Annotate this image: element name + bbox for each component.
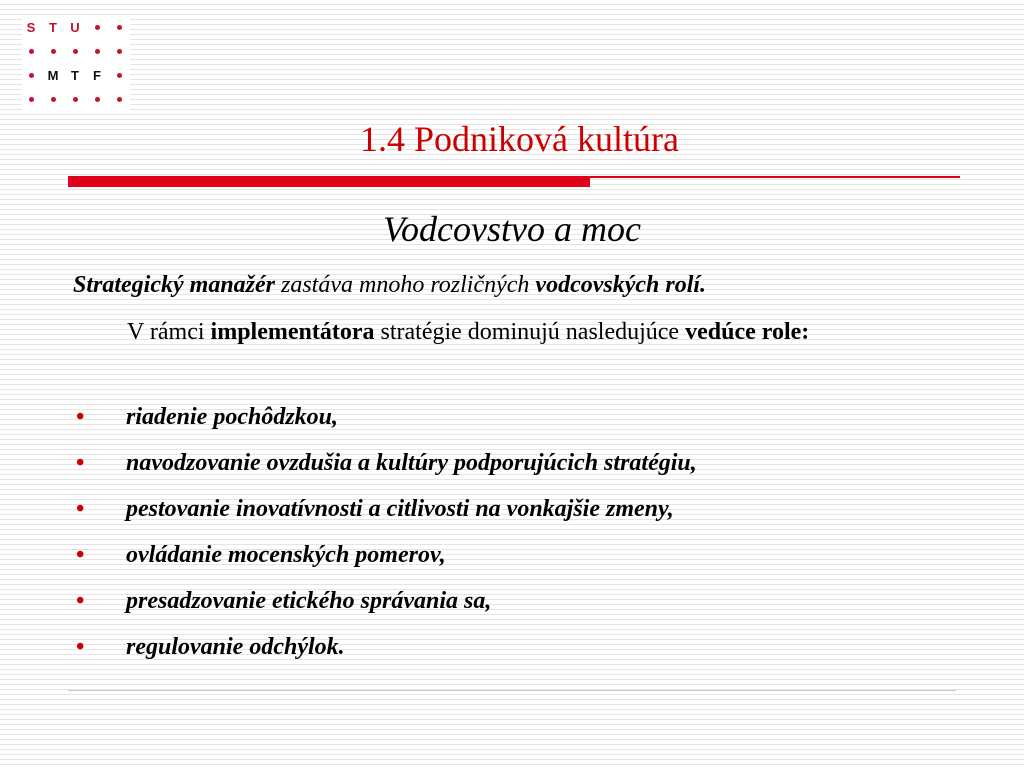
- logo-dot: [88, 90, 106, 108]
- bullet-icon: •: [76, 634, 85, 660]
- intro-emphasis-manager: Strategický manažér: [73, 272, 275, 298]
- list-item: [0, 450, 1000, 496]
- slide-subtitle: Vodcovstvo a moc: [383, 209, 641, 249]
- paragraph-text-start: V rámci: [127, 319, 211, 345]
- bullet-icon: •: [76, 404, 85, 430]
- logo-letter-s: S: [26, 19, 36, 35]
- list-item: [0, 496, 1000, 542]
- logo-dot: [66, 90, 84, 108]
- logo-dot: [110, 66, 128, 84]
- logo-letter-t2: T: [71, 67, 79, 83]
- logo-dot: [44, 42, 62, 60]
- leadership-roles-list: [0, 404, 1000, 680]
- logo-dot: [88, 42, 106, 60]
- logo-letter-m: M: [47, 67, 59, 83]
- intro-emphasis-roles: vodcovských rolí.: [535, 272, 707, 298]
- list-item-text: ovládanie mocenských pomerov,: [126, 542, 446, 568]
- list-item: [0, 634, 1000, 680]
- intro-sentence: [73, 270, 973, 301]
- list-item: [0, 542, 1000, 588]
- logo-letter-t: T: [49, 19, 57, 35]
- logo-dot: [22, 42, 40, 60]
- title-underline-thick: [68, 176, 590, 187]
- footer-divider: [68, 690, 956, 691]
- paragraph-emphasis-implementer: implementátora: [210, 319, 375, 345]
- logo-dot: [110, 18, 128, 36]
- bullet-icon: •: [76, 588, 85, 614]
- logo-dot: [110, 90, 128, 108]
- logo-letter-u: U: [70, 19, 80, 35]
- paragraph-emphasis-roles: vedúce role:: [685, 319, 810, 345]
- bullet-icon: •: [76, 450, 85, 476]
- stu-mtf-logo: [22, 18, 130, 114]
- intro-paragraph: [127, 316, 947, 348]
- list-item: [0, 588, 1000, 634]
- list-item-text: pestovanie inovatívnosti a citlivosti na vonkajšie zmeny,: [126, 496, 674, 522]
- list-item-text: presadzovanie etického správania sa,: [126, 588, 492, 614]
- paragraph-text-middle: stratégie dominujú nasledujúce: [374, 319, 686, 345]
- bullet-icon: •: [76, 496, 85, 522]
- bullet-icon: •: [76, 542, 85, 568]
- logo-dot: [110, 42, 128, 60]
- logo-dot: [22, 90, 40, 108]
- logo-dot: [44, 90, 62, 108]
- list-item-text: navodzovanie ovzdušia a kultúry podporujúcich stratégiu,: [126, 450, 697, 476]
- list-item-text: riadenie pochôdzkou,: [126, 404, 339, 430]
- logo-dot: [66, 42, 84, 60]
- title-underline-thin: [590, 176, 960, 178]
- list-item: [0, 404, 1000, 450]
- intro-middle-text: zastáva mnoho rozličných: [275, 272, 536, 298]
- logo-letter-f: F: [93, 67, 101, 83]
- list-item-text: regulovanie odchýlok.: [126, 634, 345, 660]
- logo-dot: [22, 66, 40, 84]
- slide-title: 1.4 Podniková kultúra: [360, 119, 679, 159]
- logo-dot: [88, 18, 106, 36]
